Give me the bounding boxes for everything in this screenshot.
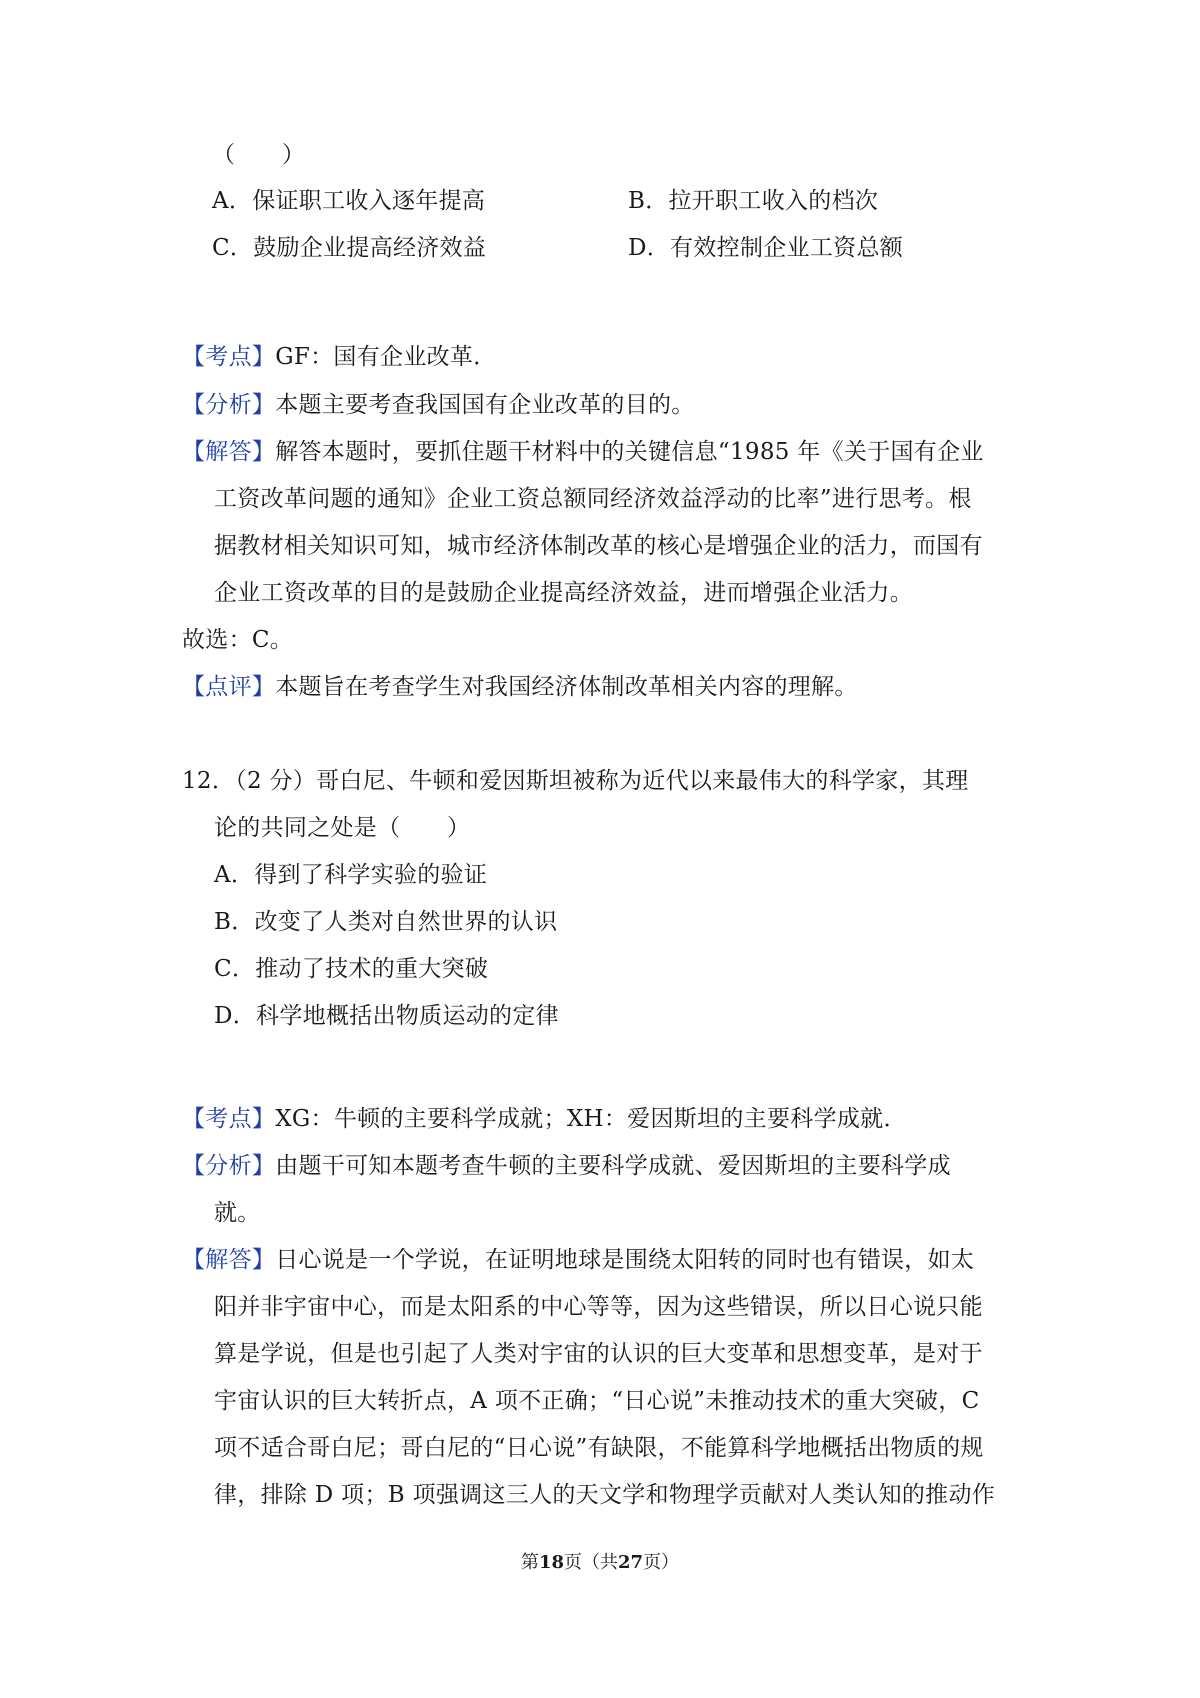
- q11-answer-parentheses: （ ）: [212, 142, 306, 168]
- q12-jieda-line-1: [182, 1245, 974, 1275]
- q12-kaodian-text: XG：牛顿的主要科学成就；XH：爱因斯坦的主要科学成就．: [275, 1106, 907, 1132]
- q11-jieda-line-3: 据教材相关知识可知，城市经济体制改革的核心是增强企业的活力，而国有: [214, 533, 983, 559]
- q12-option-b: B．改变了人类对自然世界的认识: [214, 909, 558, 935]
- kaodian-tag: 【考点】: [182, 1106, 276, 1132]
- q11-kaodian-line: [182, 342, 497, 372]
- fenxi-tag: 【分析】: [182, 392, 276, 418]
- q11-jieda-line-4: 企业工资改革的目的是鼓励企业提高经济效益，进而增强企业活力。: [214, 580, 913, 606]
- q11-option-c: C．鼓励企业提高经济效益: [212, 235, 487, 261]
- fenxi-tag: 【分析】: [182, 1153, 276, 1179]
- q11-fenxi-line: [182, 390, 695, 420]
- kaodian-tag: 【考点】: [182, 344, 276, 370]
- q12-fenxi-line-1: [182, 1151, 951, 1181]
- q11-option-b: B．拉开职工收入的档次: [628, 188, 879, 214]
- q12-jieda-line-5: 项不适合哥白尼；哥白尼的“日心说”有缺限，不能算科学地概括出物质的规: [214, 1435, 984, 1461]
- q11-option-a: A．保证职工收入逐年提高: [212, 188, 486, 214]
- q12-fenxi-text-1: 由题干可知本题考查牛顿的主要科学成就、爱因斯坦的主要科学成: [275, 1153, 951, 1179]
- q11-kaodian-text: GF：国有企业改革．: [275, 344, 497, 370]
- q12-jieda-line-3: 算是学说，但是也引起了人类对宇宙的认识的巨大变革和思想变革，是对于: [214, 1341, 983, 1367]
- q11-dianping-line: [182, 672, 858, 702]
- footer-middle: 页（共: [564, 1552, 618, 1573]
- dianping-tag: 【点评】: [182, 674, 276, 700]
- total-page-number: 27: [618, 1552, 644, 1573]
- q12-jieda-line-6: 律，排除 D 项；B 项强调这三人的天文学和物理学贡献对人类认知的推动作: [214, 1482, 996, 1508]
- q11-fenxi-text: 本题主要考查我国国有企业改革的目的。: [275, 392, 695, 418]
- q12-jieda-text-1: 日心说是一个学说，在证明地球是围绕太阳转的同时也有错误，如太: [275, 1247, 975, 1273]
- footer-prefix: 第: [520, 1552, 539, 1573]
- q11-answer: 故选：C。: [182, 627, 294, 653]
- q12-jieda-line-4: 宇宙认识的巨大转折点，A 项不正确；“日心说”未推动技术的重大突破，C: [214, 1388, 980, 1414]
- q11-jieda-text-1: 解答本题时，要抓住题干材料中的关键信息“1985 年《关于国有企业: [275, 439, 984, 465]
- page-footer: [0, 1551, 1200, 1575]
- current-page-number: 18: [538, 1552, 564, 1573]
- q12-stem-line-1: 12．（2 分）哥白尼、牛顿和爱因斯坦被称为近代以来最伟大的科学家，其理: [182, 768, 969, 794]
- footer-suffix: 页）: [643, 1552, 680, 1573]
- q12-jieda-line-2: 阳并非宇宙中心，而是太阳系的中心等等，因为这些错误，所以日心说只能: [214, 1294, 983, 1320]
- q12-fenxi-line-2: 就。: [214, 1200, 261, 1226]
- q11-dianping-text: 本题旨在考查学生对我国经济体制改革相关内容的理解。: [275, 674, 858, 700]
- q11-jieda-line-1: [182, 437, 984, 467]
- q12-option-a: A．得到了科学实验的验证: [214, 862, 488, 888]
- q12-option-c: C．推动了技术的重大突破: [214, 956, 489, 982]
- q11-option-d: D．有效控制企业工资总额: [628, 235, 904, 261]
- jieda-tag: 【解答】: [182, 1247, 276, 1273]
- q12-stem-line-2: 论的共同之处是（ ）: [214, 815, 471, 841]
- q12-option-d: D．科学地概括出物质运动的定律: [214, 1003, 559, 1029]
- q11-jieda-line-2: 工资改革问题的通知》企业工资总额同经济效益浮动的比率”进行思考。根: [214, 486, 972, 512]
- jieda-tag: 【解答】: [182, 439, 276, 465]
- q12-kaodian-line: [182, 1104, 907, 1134]
